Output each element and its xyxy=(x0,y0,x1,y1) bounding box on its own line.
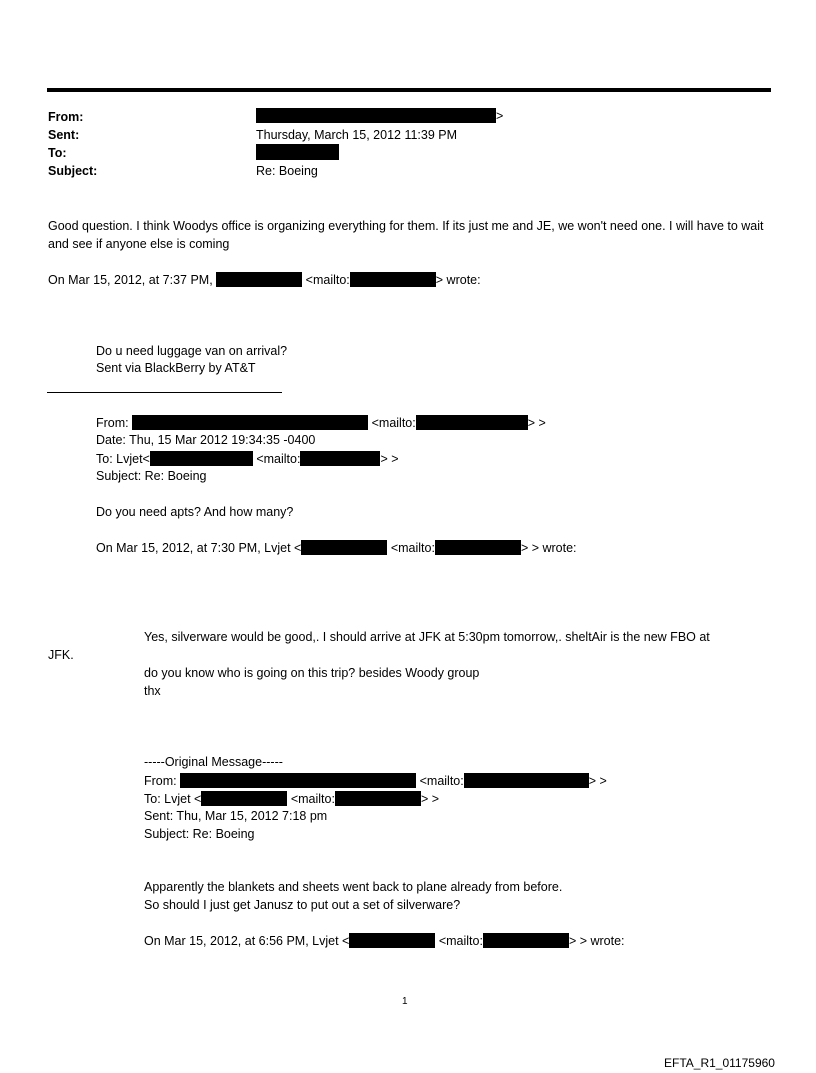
redaction-block xyxy=(349,933,435,948)
q5-sent: Sent: Thu, Mar 15, 2012 7:18 pm xyxy=(144,809,328,823)
redaction-block xyxy=(301,540,387,555)
redaction-block xyxy=(335,791,421,806)
q3-subject: Subject: Re: Boeing xyxy=(96,469,207,483)
msg4-line1: Yes, silverware would be good,. I should arrive at JFK at 5:30pm tomorrow,. sheltAir is the new FBO at xyxy=(144,630,710,644)
redaction-block xyxy=(216,272,302,287)
q5-to-line xyxy=(144,791,439,807)
msg2-line2: Sent via BlackBerry by AT&T xyxy=(96,361,256,375)
subject-label: Subject: xyxy=(48,164,98,178)
sent-value: Thursday, March 15, 2012 11:39 PM xyxy=(256,128,458,142)
q3-from-tail: > > xyxy=(527,416,546,430)
q5-from-label: From: xyxy=(144,774,177,788)
q3-to-line xyxy=(96,451,399,467)
to-label: To: xyxy=(48,146,67,160)
from-tail: > xyxy=(496,109,504,123)
q3-from-line xyxy=(96,415,546,431)
msg4-line2: do you know who is going on this trip? besides Woody group xyxy=(144,666,480,680)
separator-rule xyxy=(47,392,282,393)
q3-from-label: From: xyxy=(96,416,129,430)
subject-value: Re: Boeing xyxy=(256,164,318,178)
redaction-block xyxy=(180,773,416,788)
page-number: 1 xyxy=(402,996,408,1007)
redaction-block xyxy=(464,773,589,788)
wrote3-suffix: > > wrote: xyxy=(520,541,577,555)
redaction-block xyxy=(300,451,380,466)
msg4-line3: thx xyxy=(144,684,161,698)
wrote5-mailto: <mailto: xyxy=(438,934,483,948)
q5-from-tail: > > xyxy=(588,774,607,788)
q3-to-prefix: To: Lvjet< xyxy=(96,452,150,466)
redaction-block xyxy=(483,933,569,948)
wrote5-suffix: > > wrote: xyxy=(568,934,625,948)
redaction-block xyxy=(350,272,436,287)
from-label: From: xyxy=(48,110,84,124)
to-redaction xyxy=(256,144,339,160)
wrote-line-1 xyxy=(48,272,481,288)
redaction-block xyxy=(435,540,521,555)
redaction-block xyxy=(132,415,368,430)
q5-to-prefix: To: Lvjet < xyxy=(144,792,202,806)
wrote1-mailto: <mailto: xyxy=(305,273,350,287)
wrote5-prefix: On Mar 15, 2012, at 6:56 PM, Lvjet < xyxy=(144,934,350,948)
sent-label: Sent: xyxy=(48,128,80,142)
wrote-line-5 xyxy=(144,933,625,949)
q5-subject: Subject: Re: Boeing xyxy=(144,827,255,841)
redaction-block xyxy=(201,791,287,806)
wrote3-prefix: On Mar 15, 2012, at 7:30 PM, Lvjet < xyxy=(96,541,302,555)
wrote3-mailto: <mailto: xyxy=(390,541,435,555)
q3-from-mailto: <mailto: xyxy=(371,416,416,430)
q3-body: Do you need apts? And how many? xyxy=(96,505,294,519)
original-message-label: -----Original Message----- xyxy=(144,755,283,769)
redaction-block xyxy=(416,415,528,430)
document-id: EFTA_R1_01175960 xyxy=(664,1056,775,1070)
q5-to-mailto: <mailto: xyxy=(290,792,335,806)
msg5-line1: Apparently the blankets and sheets went back to plane already from before. xyxy=(144,880,563,894)
q3-date: Date: Thu, 15 Mar 2012 19:34:35 -0400 xyxy=(96,433,316,447)
wrote-line-3 xyxy=(96,540,577,556)
wrote1-prefix: On Mar 15, 2012, at 7:37 PM, xyxy=(48,273,213,287)
q3-to-tail: > > xyxy=(380,452,399,466)
msg2-line1: Do u need luggage van on arrival? xyxy=(96,344,288,358)
q5-from-line xyxy=(144,773,607,789)
wrote1-suffix: > wrote: xyxy=(435,273,481,287)
msg4-line1b: JFK. xyxy=(48,648,74,662)
q5-from-mailto: <mailto: xyxy=(419,774,464,788)
header-rule xyxy=(47,88,771,92)
reply-text: Good question. I think Woodys office is organizing everything for them. If its just me and JE, we won't need one. I will have to wait and see if anyone else is coming xyxy=(48,219,764,251)
redaction-block xyxy=(256,108,496,123)
redaction-block xyxy=(150,451,253,466)
q5-to-tail: > > xyxy=(420,792,440,806)
q3-to-mailto: <mailto: xyxy=(256,452,301,466)
msg5-line2: So should I just get Janusz to put out a set of silverware? xyxy=(144,898,461,912)
from-value xyxy=(256,108,503,124)
